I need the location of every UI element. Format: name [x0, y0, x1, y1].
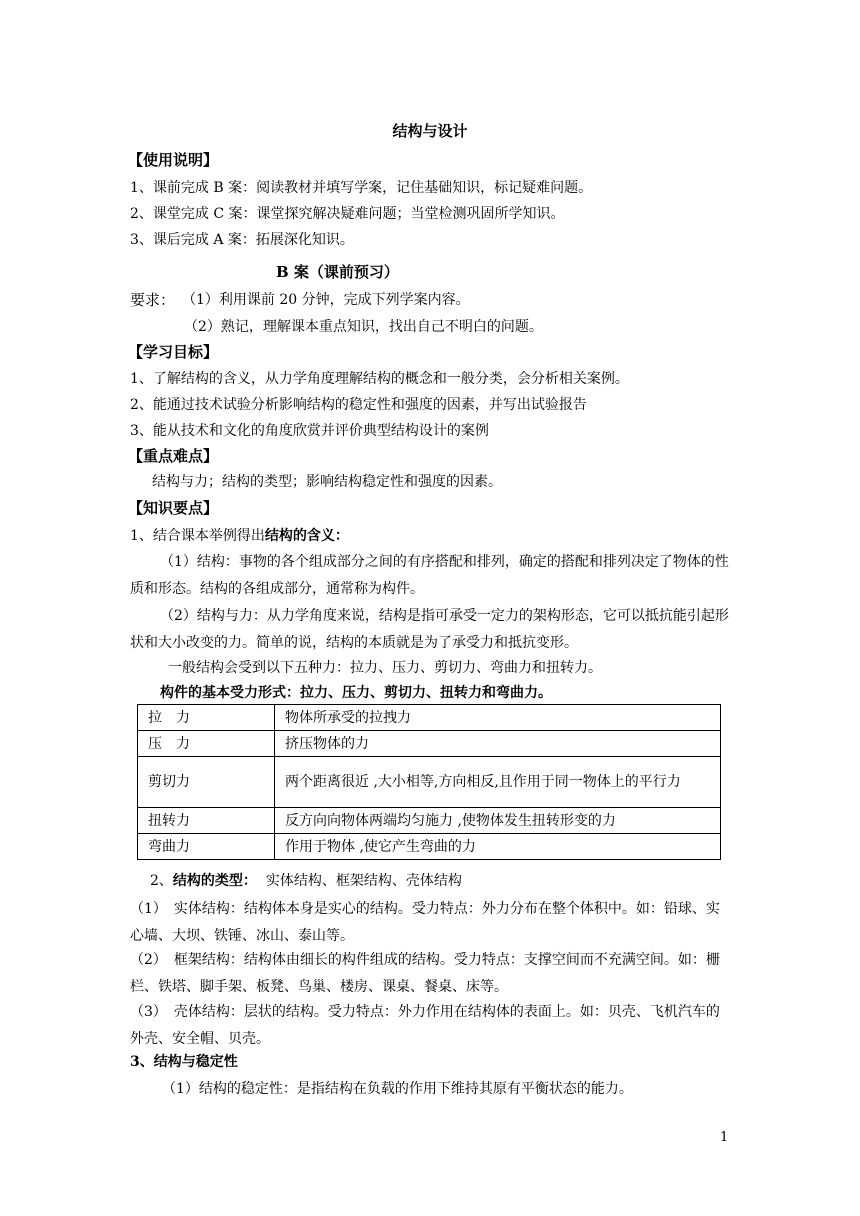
requirement-2: （2）熟记，理解课本重点知识，找出自己不明白的问题。: [184, 319, 543, 335]
goals-heading: 【学习目标】: [128, 343, 219, 361]
table-row: [138, 705, 721, 731]
table-cell-desc: 两个距离很近 ,大小相等,方向相反,且作用于同一物体上的平行力: [275, 757, 721, 808]
usage-item-1: 1、课前完成 B 案：阅读教材并填写学案，记住基础知识，标记疑难问题。: [130, 180, 593, 196]
table-cell-desc: 挤压物体的力: [275, 731, 721, 757]
knowledge-heading: 【知识要点】: [128, 499, 219, 517]
goal-1: 1、了解结构的含义，从力学角度理解结构的概念和一般分类，会分析相关案例。: [130, 371, 629, 387]
page-number: 1: [720, 1130, 729, 1145]
structure-types-label: 结构的类型：: [172, 873, 257, 889]
requirements-label: 要求：: [130, 291, 176, 309]
force-table: [137, 704, 721, 860]
five-forces-text: 一般结构会受到以下五种力：拉力、压力、剪切力、弯曲力和扭转力。: [168, 660, 602, 676]
goal-3: 3、能从技术和文化的角度欣赏并评价典型结构设计的案例: [130, 423, 489, 439]
table-row: [138, 808, 721, 834]
usage-item-2: 2、课堂完成 C 案：课堂探究解决疑难问题；当堂检测巩固所学知识。: [130, 206, 565, 222]
frame-structure-paragraph: （2） 框架结构：结构体由细长的构件组成的结构。受力特点：支撑空间而不充满空间。如：栅栏、铁塔、脚手架、板凳、鸟巢、楼房、课桌、餐桌、床等。: [130, 952, 720, 995]
structure-force-paragraph: （2）结构与力：从力学角度来说，结构是指可承受一定力的架构形态，它可以抵抗能引起形状和大小改变的力。简单的说，结构的本质就是为了承受力和抵抗变形。: [130, 608, 729, 651]
shell-structure-paragraph: （3） 壳体结构：层状的结构。受力特点：外力作用在结构体的表面上。如：贝壳、飞机汽车的外壳、安全帽、贝壳。: [130, 1004, 720, 1047]
table-cell-name: 剪切力: [138, 757, 275, 808]
table-row: [138, 757, 721, 808]
table-cell-desc: 物体所承受的拉拽力: [275, 705, 721, 731]
usage-item-3: 3、课后完成 A 案：拓展深化知识。: [130, 232, 354, 248]
structure-types-prefix: 2、: [150, 873, 173, 889]
knowledge-item-1-prefix: 1、结合课本举例得出: [130, 528, 265, 544]
section-b-heading: B 案（课前预习）: [276, 263, 399, 281]
usage-heading: 【使用说明】: [128, 151, 219, 169]
table-caption: 构件的基本受力形式：拉力、压力、剪切力、扭转力和弯曲力。: [160, 685, 552, 701]
table-row: [138, 731, 721, 757]
knowledge-item-1-bold: 结构的含义：: [264, 528, 349, 544]
table-cell-name: 压 力: [138, 731, 275, 757]
table-cell-desc: 作用于物体 ,使它产生弯曲的力: [275, 834, 721, 860]
structure-types-text: 实体结构、框架结构、壳体结构: [265, 873, 462, 889]
table-cell-name: 拉 力: [138, 705, 275, 731]
table-cell-name: 扭转力: [138, 808, 275, 834]
structure-definition-paragraph: （1）结构：事物的各个组成部分之间的有序搭配和排列，确定的搭配和排列决定了物体的性质和形态。结构的各组成部分，通常称为构件。: [130, 554, 729, 597]
solid-structure-paragraph: （1） 实体结构：结构体本身是实心的结构。受力特点：外力分布在整个体积中。如：铅球、实心墙、大坝、铁锤、冰山、泰山等。: [130, 901, 720, 944]
table-cell-desc: 反方向向物体两端均匀施力 ,使物体发生扭转形变的力: [275, 808, 721, 834]
table-row: [138, 834, 721, 860]
stability-heading: 3、结构与稳定性: [130, 1054, 238, 1070]
keypoints-text: 结构与力；结构的类型；影响结构稳定性和强度的因素。: [152, 474, 502, 490]
keypoints-heading: 【重点难点】: [128, 447, 219, 465]
structure-types-line: [150, 871, 462, 891]
table-cell-name: 弯曲力: [138, 834, 275, 860]
stability-definition: （1）结构的稳定性：是指结构在负载的作用下维持其原有平衡状态的能力。: [162, 1081, 633, 1097]
requirement-1: （1）利用课前 20 分钟，完成下列学案内容。: [182, 292, 470, 308]
page-title: 结构与设计: [392, 122, 468, 140]
goal-2: 2、能通过技术试验分析影响结构的稳定性和强度的因素，并写出试验报告: [130, 397, 587, 413]
knowledge-item-1: [130, 526, 349, 546]
